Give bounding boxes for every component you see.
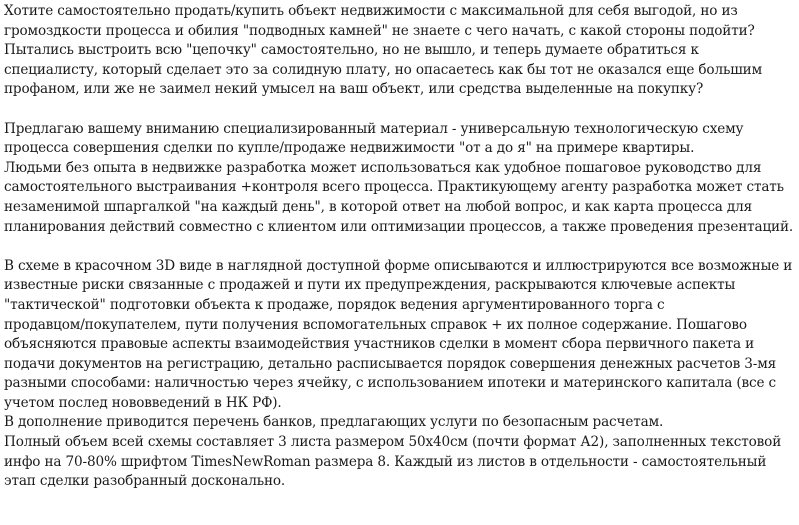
offer-paragraph (4, 120, 797, 238)
text-line: громоздкости процесса и обилия "подводных камней" не знаете с чего начать, с какой стороны подойти? (4, 22, 755, 39)
text-line: процесса совершения сделки по купле/продаже недвижимости "от а до я" на примере квартиры. (4, 140, 695, 157)
text-line: специалисту, который сделает это за солидную плату, но опасаетесь как бы тот не оказался еще большим (4, 61, 763, 78)
text-line: объясняются правовые аспекты взаимодействия участников сделки в момент сбора первичного пакета и (4, 336, 755, 353)
text-line: разными способами: наличностью через ячейку, с использованием ипотеки и материнского капитала (все с (4, 375, 777, 392)
text-line: "тактической" подготовки объекта к продаже, порядок ведения аргументированного торга с (4, 296, 665, 313)
details-paragraph (4, 257, 797, 492)
text-line: самостоятельного выстраивания +контроля всего процесса. Практикующему агенту разработка может стать (4, 179, 784, 196)
text-line: Хотите самостоятельно продать/купить объект недвижимости с максимальной для себя выгодой, но из (4, 3, 738, 19)
intro-paragraph (4, 2, 797, 100)
text-line: Предлагаю вашему вниманию специализированный материал - универсальную технологическую схему (4, 120, 744, 137)
text-line: Пытались выстроить всю "цепочку" самостоятельно, но не вышло, и теперь думаете обратиться к (4, 42, 699, 59)
text-line: инфо на 70-80% шрифтом TimesNewRoman размера 8. Каждый из листов в отдельности - самостоятельный (4, 453, 767, 470)
text-line: Полный объем всей схемы составляет 3 листа размером 50х40см (почти формат А2), заполненных текстовой (4, 434, 782, 451)
text-line: В дополнение приводится перечень банков, предлагающих услуги по безопасным расчетам. (4, 414, 664, 431)
text-line: продавцом/покупателем, пути получения вспомогательных справок + их полное содержание. Пошагово (4, 316, 747, 333)
text-line: профаном, или же не заимел некий умысел на ваш объект, или средства выделенные на покупку? (4, 81, 704, 98)
text-line: незаменимой шпаргалкой "на каждый день", в которой ответ на любой вопрос, и как карта процесса для (4, 198, 753, 215)
text-line: учетом послед нововведений в НК РФ). (4, 394, 282, 411)
text-line: этап сделки разобранный досконально. (4, 473, 286, 490)
text-line: известные риски связанные с продажей и пути их предупреждения, раскрываются ключевые аспекты (4, 277, 736, 294)
text-line: Людьми без опыта в недвижке разработка может использоваться как удобное пошаговое руководство для (4, 159, 762, 176)
text-line: подачи документов на регистрацию, детально расписывается порядок совершения денежных расчетов 3-мя (4, 355, 777, 372)
text-line: В схеме в красочном 3D виде в наглядной доступной форме описываются и иллюстрируются все возможные и (4, 257, 793, 274)
text-line: планирования действий совместно с клиентом или оптимизации процессов, а также проведения презентаций. (4, 218, 794, 235)
